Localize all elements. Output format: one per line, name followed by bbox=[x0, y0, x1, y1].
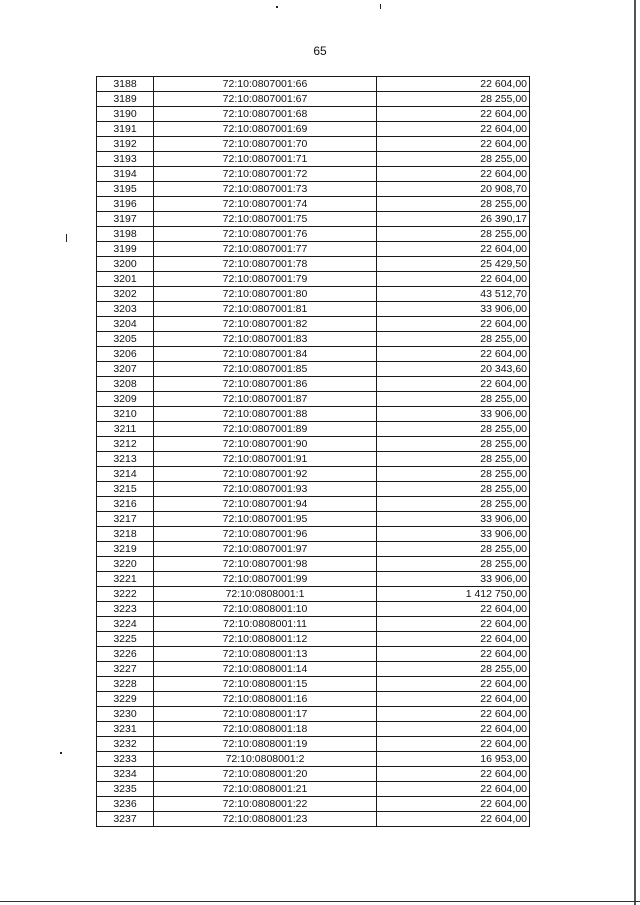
row-number: 3208 bbox=[97, 377, 154, 392]
cadastral-number: 72:10:0807001:88 bbox=[154, 407, 377, 422]
cadastral-number: 72:10:0807001:66 bbox=[154, 77, 377, 92]
table-row bbox=[97, 782, 530, 797]
cadastral-value: 22 604,00 bbox=[377, 632, 530, 647]
table-row bbox=[97, 572, 530, 587]
table-row bbox=[97, 497, 530, 512]
table-row bbox=[97, 812, 530, 827]
cadastral-value: 28 255,00 bbox=[377, 227, 530, 242]
row-number: 3190 bbox=[97, 107, 154, 122]
cadastral-value: 28 255,00 bbox=[377, 392, 530, 407]
cadastral-number: 72:10:0808001:19 bbox=[154, 737, 377, 752]
cadastral-number: 72:10:0807001:79 bbox=[154, 272, 377, 287]
cadastral-number: 72:10:0808001:22 bbox=[154, 797, 377, 812]
table-row bbox=[97, 452, 530, 467]
cadastral-value: 22 604,00 bbox=[377, 677, 530, 692]
scan-mark bbox=[66, 234, 67, 242]
table-row bbox=[97, 407, 530, 422]
table-row bbox=[97, 737, 530, 752]
row-number: 3231 bbox=[97, 722, 154, 737]
cadastral-number: 72:10:0807001:84 bbox=[154, 347, 377, 362]
cadastral-value-table bbox=[96, 76, 530, 827]
row-number: 3237 bbox=[97, 812, 154, 827]
row-number: 3188 bbox=[97, 77, 154, 92]
cadastral-number: 72:10:0807001:99 bbox=[154, 572, 377, 587]
table-row bbox=[97, 692, 530, 707]
table-row bbox=[97, 422, 530, 437]
cadastral-value: 28 255,00 bbox=[377, 542, 530, 557]
table-row bbox=[97, 287, 530, 302]
cadastral-value: 22 604,00 bbox=[377, 812, 530, 827]
row-number: 3224 bbox=[97, 617, 154, 632]
row-number: 3191 bbox=[97, 122, 154, 137]
scan-mark bbox=[276, 6, 278, 8]
cadastral-value: 22 604,00 bbox=[377, 137, 530, 152]
cadastral-value: 28 255,00 bbox=[377, 497, 530, 512]
row-number: 3234 bbox=[97, 767, 154, 782]
table-row bbox=[97, 212, 530, 227]
cadastral-number: 72:10:0807001:76 bbox=[154, 227, 377, 242]
cadastral-number: 72:10:0807001:69 bbox=[154, 122, 377, 137]
cadastral-value: 22 604,00 bbox=[377, 272, 530, 287]
cadastral-value: 28 255,00 bbox=[377, 662, 530, 677]
table-row bbox=[97, 752, 530, 767]
table-row bbox=[97, 347, 530, 362]
cadastral-number: 72:10:0808001:13 bbox=[154, 647, 377, 662]
cadastral-number: 72:10:0807001:93 bbox=[154, 482, 377, 497]
row-number: 3235 bbox=[97, 782, 154, 797]
table-row bbox=[97, 587, 530, 602]
row-number: 3233 bbox=[97, 752, 154, 767]
table-row bbox=[97, 662, 530, 677]
cadastral-value: 28 255,00 bbox=[377, 92, 530, 107]
cadastral-value: 28 255,00 bbox=[377, 437, 530, 452]
scan-mark bbox=[634, 0, 636, 905]
row-number: 3219 bbox=[97, 542, 154, 557]
row-number: 3218 bbox=[97, 527, 154, 542]
scan-edge-line bbox=[0, 901, 640, 902]
cadastral-value: 22 604,00 bbox=[377, 242, 530, 257]
cadastral-number: 72:10:0807001:72 bbox=[154, 167, 377, 182]
row-number: 3230 bbox=[97, 707, 154, 722]
row-number: 3216 bbox=[97, 497, 154, 512]
cadastral-number: 72:10:0808001:11 bbox=[154, 617, 377, 632]
row-number: 3207 bbox=[97, 362, 154, 377]
row-number: 3205 bbox=[97, 332, 154, 347]
cadastral-value: 22 604,00 bbox=[377, 377, 530, 392]
cadastral-number: 72:10:0807001:94 bbox=[154, 497, 377, 512]
table-row bbox=[97, 77, 530, 92]
cadastral-number: 72:10:0807001:92 bbox=[154, 467, 377, 482]
row-number: 3229 bbox=[97, 692, 154, 707]
cadastral-number: 72:10:0807001:68 bbox=[154, 107, 377, 122]
table-row bbox=[97, 377, 530, 392]
cadastral-value: 1 412 750,00 bbox=[377, 587, 530, 602]
page-number: 65 bbox=[313, 44, 327, 58]
cadastral-value: 22 604,00 bbox=[377, 722, 530, 737]
row-number: 3206 bbox=[97, 347, 154, 362]
row-number: 3195 bbox=[97, 182, 154, 197]
table-row bbox=[97, 707, 530, 722]
cadastral-number: 72:10:0808001:16 bbox=[154, 692, 377, 707]
cadastral-value: 22 604,00 bbox=[377, 107, 530, 122]
row-number: 3221 bbox=[97, 572, 154, 587]
cadastral-number: 72:10:0807001:89 bbox=[154, 422, 377, 437]
table-row bbox=[97, 437, 530, 452]
row-number: 3232 bbox=[97, 737, 154, 752]
cadastral-value: 16 953,00 bbox=[377, 752, 530, 767]
table-row bbox=[97, 542, 530, 557]
cadastral-value: 22 604,00 bbox=[377, 647, 530, 662]
table-row bbox=[97, 632, 530, 647]
cadastral-number: 72:10:0807001:67 bbox=[154, 92, 377, 107]
cadastral-number: 72:10:0807001:83 bbox=[154, 332, 377, 347]
cadastral-value: 22 604,00 bbox=[377, 692, 530, 707]
cadastral-number: 72:10:0807001:74 bbox=[154, 197, 377, 212]
cadastral-number: 72:10:0807001:71 bbox=[154, 152, 377, 167]
cadastral-number: 72:10:0807001:91 bbox=[154, 452, 377, 467]
cadastral-value: 22 604,00 bbox=[377, 122, 530, 137]
cadastral-value: 22 604,00 bbox=[377, 167, 530, 182]
cadastral-number: 72:10:0807001:90 bbox=[154, 437, 377, 452]
table-row bbox=[97, 92, 530, 107]
table-row bbox=[97, 152, 530, 167]
cadastral-value: 26 390,17 bbox=[377, 212, 530, 227]
row-number: 3225 bbox=[97, 632, 154, 647]
table-row bbox=[97, 392, 530, 407]
table-row bbox=[97, 227, 530, 242]
cadastral-number: 72:10:0808001:21 bbox=[154, 782, 377, 797]
table-row bbox=[97, 137, 530, 152]
row-number: 3196 bbox=[97, 197, 154, 212]
row-number: 3200 bbox=[97, 257, 154, 272]
cadastral-value: 33 906,00 bbox=[377, 302, 530, 317]
cadastral-value: 20 343,60 bbox=[377, 362, 530, 377]
cadastral-value: 22 604,00 bbox=[377, 707, 530, 722]
cadastral-value: 22 604,00 bbox=[377, 617, 530, 632]
cadastral-number: 72:10:0807001:81 bbox=[154, 302, 377, 317]
cadastral-number: 72:10:0808001:1 bbox=[154, 587, 377, 602]
cadastral-number: 72:10:0807001:75 bbox=[154, 212, 377, 227]
cadastral-number: 72:10:0807001:95 bbox=[154, 512, 377, 527]
cadastral-value: 33 906,00 bbox=[377, 527, 530, 542]
table-row bbox=[97, 302, 530, 317]
cadastral-value: 22 604,00 bbox=[377, 317, 530, 332]
cadastral-number: 72:10:0808001:15 bbox=[154, 677, 377, 692]
table-row bbox=[97, 257, 530, 272]
cadastral-number: 72:10:0807001:78 bbox=[154, 257, 377, 272]
cadastral-value: 43 512,70 bbox=[377, 287, 530, 302]
row-number: 3210 bbox=[97, 407, 154, 422]
cadastral-number: 72:10:0807001:98 bbox=[154, 557, 377, 572]
table-row bbox=[97, 242, 530, 257]
cadastral-number: 72:10:0807001:80 bbox=[154, 287, 377, 302]
row-number: 3201 bbox=[97, 272, 154, 287]
cadastral-value: 22 604,00 bbox=[377, 77, 530, 92]
row-number: 3212 bbox=[97, 437, 154, 452]
row-number: 3198 bbox=[97, 227, 154, 242]
cadastral-number: 72:10:0807001:85 bbox=[154, 362, 377, 377]
table-row bbox=[97, 512, 530, 527]
row-number: 3193 bbox=[97, 152, 154, 167]
table-row bbox=[97, 767, 530, 782]
row-number: 3211 bbox=[97, 422, 154, 437]
cadastral-value: 22 604,00 bbox=[377, 602, 530, 617]
cadastral-value: 22 604,00 bbox=[377, 797, 530, 812]
row-number: 3222 bbox=[97, 587, 154, 602]
cadastral-value: 28 255,00 bbox=[377, 152, 530, 167]
cadastral-value: 33 906,00 bbox=[377, 572, 530, 587]
row-number: 3214 bbox=[97, 467, 154, 482]
cadastral-value: 25 429,50 bbox=[377, 257, 530, 272]
cadastral-value: 22 604,00 bbox=[377, 767, 530, 782]
cadastral-number: 72:10:0808001:23 bbox=[154, 812, 377, 827]
row-number: 3192 bbox=[97, 137, 154, 152]
row-number: 3203 bbox=[97, 302, 154, 317]
cadastral-value: 20 908,70 bbox=[377, 182, 530, 197]
cadastral-number: 72:10:0808001:14 bbox=[154, 662, 377, 677]
table-row bbox=[97, 467, 530, 482]
table-row bbox=[97, 167, 530, 182]
row-number: 3236 bbox=[97, 797, 154, 812]
cadastral-number: 72:10:0807001:77 bbox=[154, 242, 377, 257]
cadastral-value: 28 255,00 bbox=[377, 467, 530, 482]
cadastral-value: 22 604,00 bbox=[377, 737, 530, 752]
row-number: 3204 bbox=[97, 317, 154, 332]
table-row bbox=[97, 677, 530, 692]
table-row bbox=[97, 602, 530, 617]
cadastral-value: 33 906,00 bbox=[377, 512, 530, 527]
cadastral-value: 28 255,00 bbox=[377, 557, 530, 572]
table-row bbox=[97, 647, 530, 662]
row-number: 3209 bbox=[97, 392, 154, 407]
row-number: 3213 bbox=[97, 452, 154, 467]
cadastral-number: 72:10:0807001:86 bbox=[154, 377, 377, 392]
table-row bbox=[97, 722, 530, 737]
table-row bbox=[97, 107, 530, 122]
cadastral-value: 22 604,00 bbox=[377, 347, 530, 362]
cadastral-number: 72:10:0808001:17 bbox=[154, 707, 377, 722]
row-number: 3215 bbox=[97, 482, 154, 497]
table-row bbox=[97, 272, 530, 287]
cadastral-value: 33 906,00 bbox=[377, 407, 530, 422]
cadastral-number: 72:10:0807001:70 bbox=[154, 137, 377, 152]
row-number: 3227 bbox=[97, 662, 154, 677]
row-number: 3220 bbox=[97, 557, 154, 572]
row-number: 3217 bbox=[97, 512, 154, 527]
row-number: 3189 bbox=[97, 92, 154, 107]
cadastral-number: 72:10:0807001:96 bbox=[154, 527, 377, 542]
row-number: 3223 bbox=[97, 602, 154, 617]
cadastral-value: 28 255,00 bbox=[377, 482, 530, 497]
table-row bbox=[97, 197, 530, 212]
cadastral-value: 22 604,00 bbox=[377, 782, 530, 797]
cadastral-number: 72:10:0808001:18 bbox=[154, 722, 377, 737]
table-row bbox=[97, 617, 530, 632]
scan-mark bbox=[380, 4, 381, 9]
table-row bbox=[97, 557, 530, 572]
cadastral-value: 28 255,00 bbox=[377, 332, 530, 347]
cadastral-number: 72:10:0807001:73 bbox=[154, 182, 377, 197]
row-number: 3199 bbox=[97, 242, 154, 257]
row-number: 3226 bbox=[97, 647, 154, 662]
row-number: 3202 bbox=[97, 287, 154, 302]
scan-mark bbox=[60, 752, 62, 754]
table-row bbox=[97, 182, 530, 197]
table-row bbox=[97, 332, 530, 347]
cadastral-value: 28 255,00 bbox=[377, 197, 530, 212]
row-number: 3197 bbox=[97, 212, 154, 227]
cadastral-number: 72:10:0808001:12 bbox=[154, 632, 377, 647]
cadastral-number: 72:10:0808001:2 bbox=[154, 752, 377, 767]
cadastral-value: 28 255,00 bbox=[377, 422, 530, 437]
cadastral-number: 72:10:0807001:97 bbox=[154, 542, 377, 557]
cadastral-value: 28 255,00 bbox=[377, 452, 530, 467]
row-number: 3228 bbox=[97, 677, 154, 692]
cadastral-number: 72:10:0807001:82 bbox=[154, 317, 377, 332]
table-row bbox=[97, 122, 530, 137]
table-row bbox=[97, 527, 530, 542]
cadastral-number: 72:10:0808001:10 bbox=[154, 602, 377, 617]
table-row bbox=[97, 797, 530, 812]
row-number: 3194 bbox=[97, 167, 154, 182]
table-row bbox=[97, 317, 530, 332]
cadastral-number: 72:10:0808001:20 bbox=[154, 767, 377, 782]
table-row bbox=[97, 482, 530, 497]
table-row bbox=[97, 362, 530, 377]
cadastral-number: 72:10:0807001:87 bbox=[154, 392, 377, 407]
table-body bbox=[97, 77, 530, 827]
